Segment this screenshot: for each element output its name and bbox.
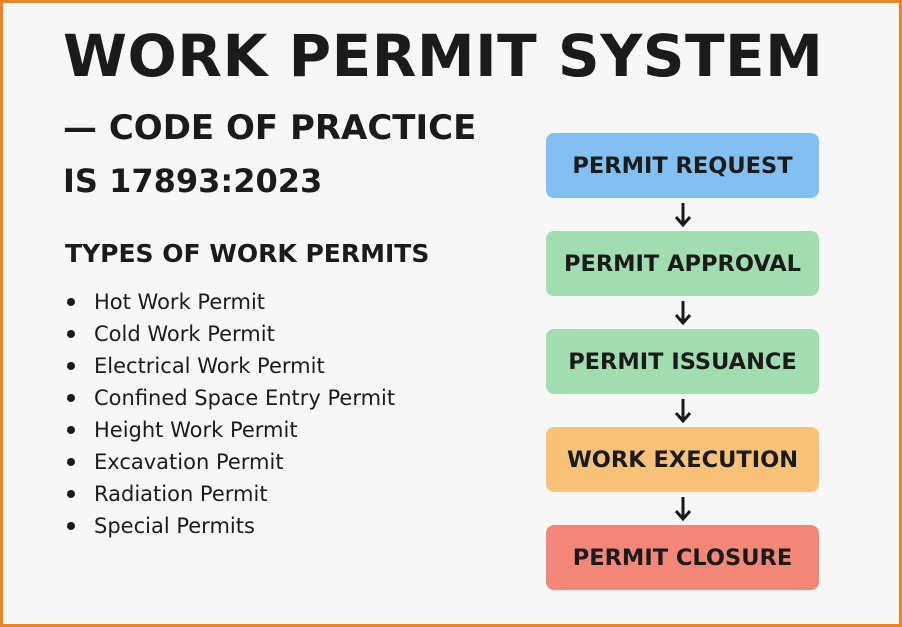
flow-step: PERMIT CLOSURE — [546, 525, 819, 590]
bullet-icon — [67, 330, 75, 338]
list-item-label: Excavation Permit — [94, 450, 284, 474]
list-item-label: Confined Space Entry Permit — [94, 386, 396, 410]
list-item-label: Height Work Permit — [94, 418, 298, 442]
permit-types-list — [65, 289, 395, 545]
list-item — [65, 513, 395, 545]
page-title: WORK PERMIT SYSTEM — [63, 22, 824, 90]
flow-step: PERMIT REQUEST — [546, 133, 819, 198]
flow-step: PERMIT APPROVAL — [546, 231, 819, 296]
list-item — [65, 449, 395, 481]
list-item-label: Electrical Work Permit — [94, 354, 325, 378]
bullet-icon — [67, 394, 75, 402]
list-item — [65, 385, 395, 417]
list-item — [65, 417, 395, 449]
arrow-down-icon — [546, 394, 819, 427]
list-item-label: Special Permits — [94, 514, 255, 538]
list-item — [65, 321, 395, 353]
bullet-icon — [67, 490, 75, 498]
arrow-down-icon — [546, 198, 819, 231]
list-item — [65, 353, 395, 385]
list-item-label: Hot Work Permit — [94, 290, 266, 314]
list-item — [65, 289, 395, 321]
bullet-icon — [67, 298, 75, 306]
arrow-down-icon — [546, 492, 819, 525]
types-heading: TYPES OF WORK PERMITS — [65, 239, 430, 268]
page-subtitle: — CODE OF PRACTICE — [63, 108, 477, 148]
bullet-icon — [67, 458, 75, 466]
flow-step: WORK EXECUTION — [546, 427, 819, 492]
permit-process-flowchart — [546, 133, 819, 590]
bullet-icon — [67, 426, 75, 434]
bullet-icon — [67, 522, 75, 530]
bullet-icon — [67, 362, 75, 370]
standard-code: IS 17893:2023 — [63, 162, 323, 200]
arrow-down-icon — [546, 296, 819, 329]
list-item-label: Cold Work Permit — [94, 322, 275, 346]
flow-step: PERMIT ISSUANCE — [546, 329, 819, 394]
list-item — [65, 481, 395, 513]
list-item-label: Radiation Permit — [94, 482, 268, 506]
